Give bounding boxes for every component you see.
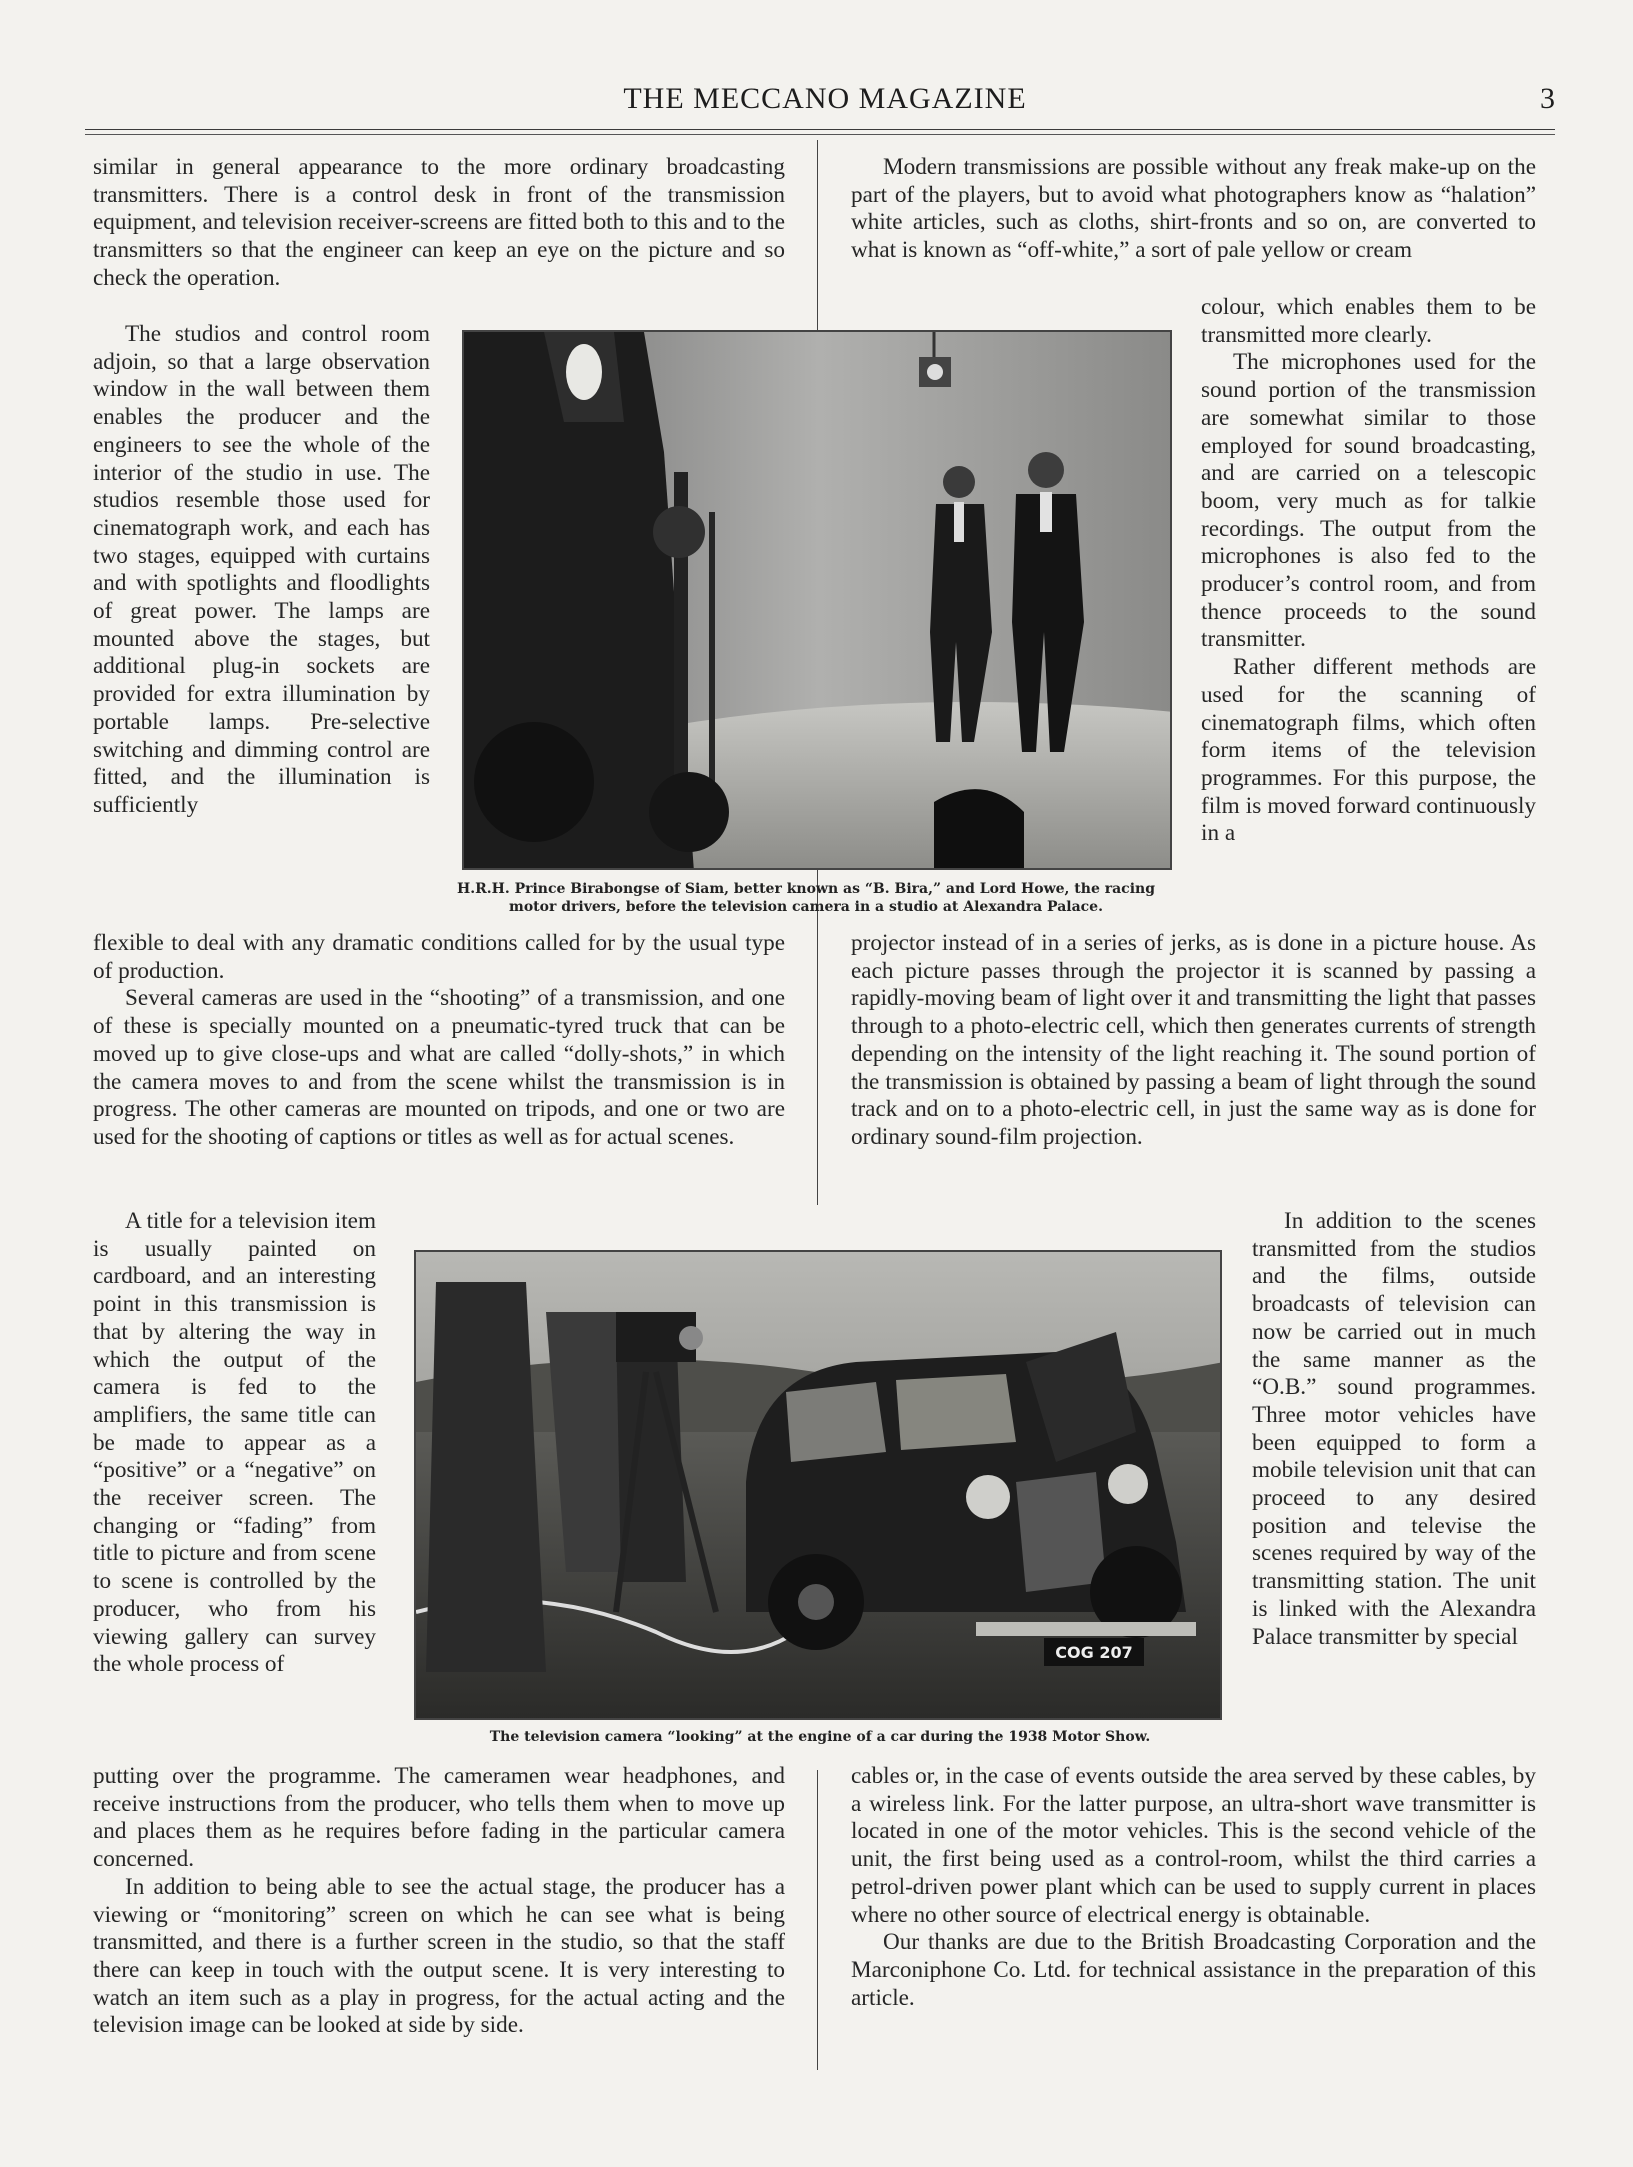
right-paragraph-1-wrap: colour, which enables them to be transmitted more clearly. The microphones used for the sound portion of the transmission are somewhat similar to those employed for sound broadcasting, and are carried on a telescopic boom, very much as for talkie recordings. The output from the microphones is also fed to the producer’s control room, and from thence proceeds to the sound transmitter. Rather different methods are used for the scanning of cinematograph films, which often form items of the television programmes. For this purpose, the film is moved forward continuously in a xyxy=(1201,294,1536,847)
right-paragraph-4-wrap: In addition to the scenes transmitted from the studios and the films, outside broadcasts of television can now be carried out in much the same manner as the “O.B.” sound programmes. Three motor vehicles have been equipped to form a mobile television unit that can proceed to any desired position and televise the scenes required by way of the transmitting station. The unit is linked with the Alexandra Palace transmitter by special xyxy=(1252,1208,1536,1650)
left-paragraph-4-wrap: A title for a television item is usually painted on cardboard, and an interesting point in this transmission is that by altering the way in which the output of the camera is fed to the amplifiers, the same title can be made to appear as a “positive” or a “negative” on the receiver screen. The changing or “fading” from title to picture and from scene to scene is controlled by the producer, who from his viewing gallery can survey the whole process of xyxy=(93,1208,376,1678)
page-header xyxy=(85,82,1565,122)
magazine-title: THE MECCANO MAGAZINE xyxy=(623,82,1027,115)
number-plate: COG 207 xyxy=(1055,1643,1133,1662)
studio-photo-caption: H.R.H. Prince Birabongse of Siam, better known as “B. Bira,” and Lord Howe, the racing motor drivers, before the television camera in a studio at Alexandra Palace. xyxy=(456,881,1155,915)
header-rule-thin xyxy=(85,134,1555,135)
right-paragraph-1: Modern transmissions are possible without any freak make-up on the part of the players, but to avoid what photographers know as “halation” white articles, such as cloths, shirt-fronts and so on, are converted to what is known as “off-white,” a sort of pale yellow or cream xyxy=(851,154,1536,264)
studio-photo xyxy=(462,330,1172,870)
car-photo-image xyxy=(416,1252,1222,1720)
left-paragraph-2-wrap: The studios and control room adjoin, so that a large observation window in the wall between them enables the producer and the engineers to see the whole of the interior of the studio in use. The studios resemble those used for cinematograph work, and each has two stages, equipped with curtains and with spotlights and floodlights of great power. The lamps are mounted above the stages, but additional plug-in sockets are provided for extra illumination by portable lamps. Pre-selective switching and dimming control are fitted, and the illumination is sufficiently xyxy=(93,321,430,818)
column-divider xyxy=(817,935,818,1205)
right-paragraph-4-continued: cables or, in the case of events outside the area served by these cables, by a wireless link. For the latter purpose, an ultra-short wave transmitter is located in one of the motor vehicles. This is the second vehicle of the unit, the first being used as a control-room, whilst the third carries a petrol-driven power plant which can be used to supply current in places where no other source of electrical energy is obtainable. Our thanks are due to the British Broadcasting Corporation and the Marconiphone Co. Ltd. for technical assistance in the preparation of this article. xyxy=(851,1763,1536,2011)
page-number: 3 xyxy=(1540,82,1555,115)
left-paragraph-1: similar in general appearance to the more ordinary broadcasting transmitters. There is a control desk in front of the transmission equipment, and television receiver-screens are fitted both to this and to the transmitters so that the engineer can keep an eye on the picture and so check the operation. xyxy=(93,154,785,291)
car-photo-caption: The television camera “looking” at the engine of a car during the 1938 Motor Show. xyxy=(489,1729,1151,1745)
header-rule xyxy=(85,129,1555,130)
car-photo xyxy=(414,1250,1222,1720)
right-paragraph-3-continued: projector instead of in a series of jerks, as is done in a picture house. As each picture passes through the projector it is scanned by passing a rapidly-moving beam of light over it and transmitting the light that passes through to a photo-electric cell, which then generates currents of strength depending on the intensity of the light reaching it. The sound portion of the transmission is obtained by passing a beam of light through the sound track and on to a photo-electric cell, in just the same way as is done for ordinary sound-film projection. xyxy=(851,930,1536,1150)
left-paragraph-2-continued: flexible to deal with any dramatic conditions called for by the usual type of production. Several cameras are used in the “shooting” of a transmission, and one of these is specially mounted on a pneumatic-tyred truck that can be moved up to give close-ups and what are called “dolly-shots,” in which the camera moves to and from the scene whilst the transmission is in progress. The other cameras are mounted on tripods, and one or two are used for the shooting of captions or titles as well as for actual scenes. xyxy=(93,930,785,1150)
column-divider xyxy=(817,1770,818,2070)
studio-photo-image xyxy=(464,332,1172,870)
left-paragraph-4-continued: putting over the programme. The cameramen wear headphones, and receive instructions from the producer, who tells them when to move up and places them as he requires before fading in the particular camera concerned. In addition to being able to see the actual stage, the producer has a viewing or “monitoring” screen on which he can see what is being transmitted, and there is a further screen in the studio, so that the staff there can keep in touch with the output scene. It is very interesting to watch an item such as a play in progress, for the actual acting and the television image can be looked at side by side. xyxy=(93,1763,785,2039)
